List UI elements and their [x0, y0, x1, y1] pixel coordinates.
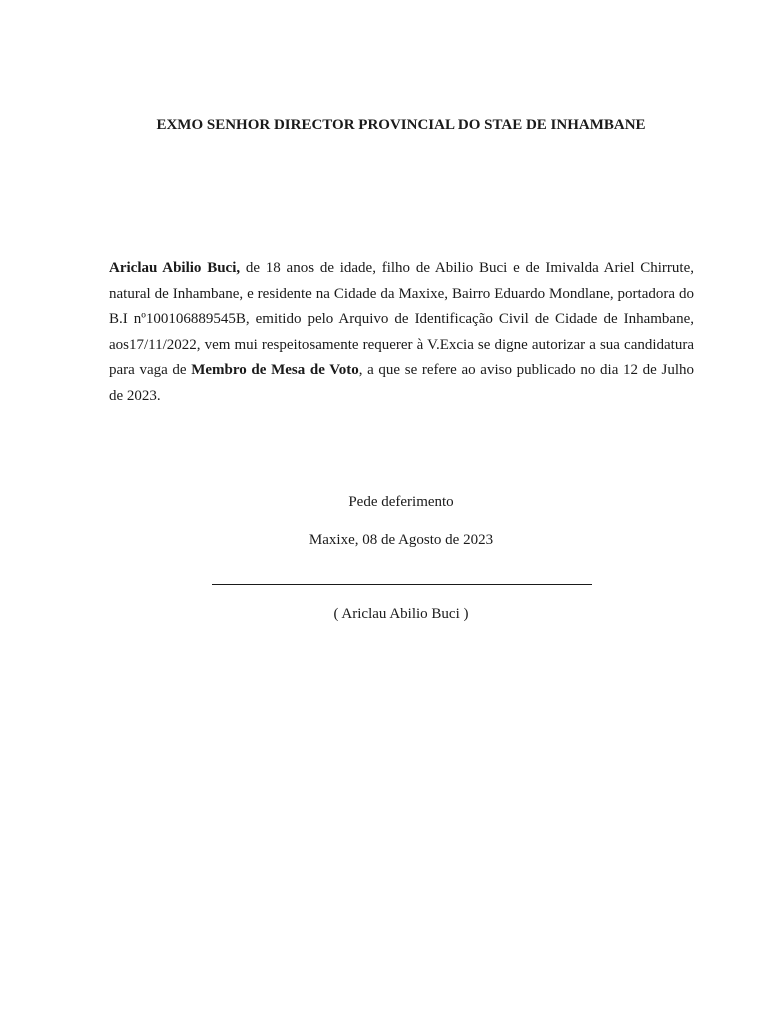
position-title: Membro de Mesa de Voto — [191, 362, 359, 378]
paragraph-text-part1: de 18 anos de idade, filho de Abilio Buci e de Imivalda Ariel Chirrute, natural de Inhambane, e residente na Cidade da Maxixe, Bairro Eduardo Mondlane, portadora do B.I nº100106889545B, emitido pelo Arquivo de Identificação Civil de Cidade de Inhambane, aos17/11/2022, vem mui respeitosamente requerer à V.Excia se digne autorizar a sua candidatura para vaga de — [109, 260, 694, 378]
paragraph-text-part2: , a que se refere ao aviso publicado no dia 12 de Julho de 2023. — [109, 362, 694, 404]
closing-request: Pede deferimento — [348, 494, 454, 510]
place-date: Maxixe, 08 de Agosto de 2023 — [308, 532, 494, 548]
signature-name: ( Ariclau Abilio Buci ) — [333, 606, 469, 622]
document-heading: EXMO SENHOR DIRECTOR PROVINCIAL DO STAE DE INHAMBANE — [156, 117, 646, 133]
signature-line — [212, 584, 592, 585]
applicant-name: Ariclau Abilio Buci, — [109, 260, 241, 276]
request-paragraph — [109, 256, 694, 409]
